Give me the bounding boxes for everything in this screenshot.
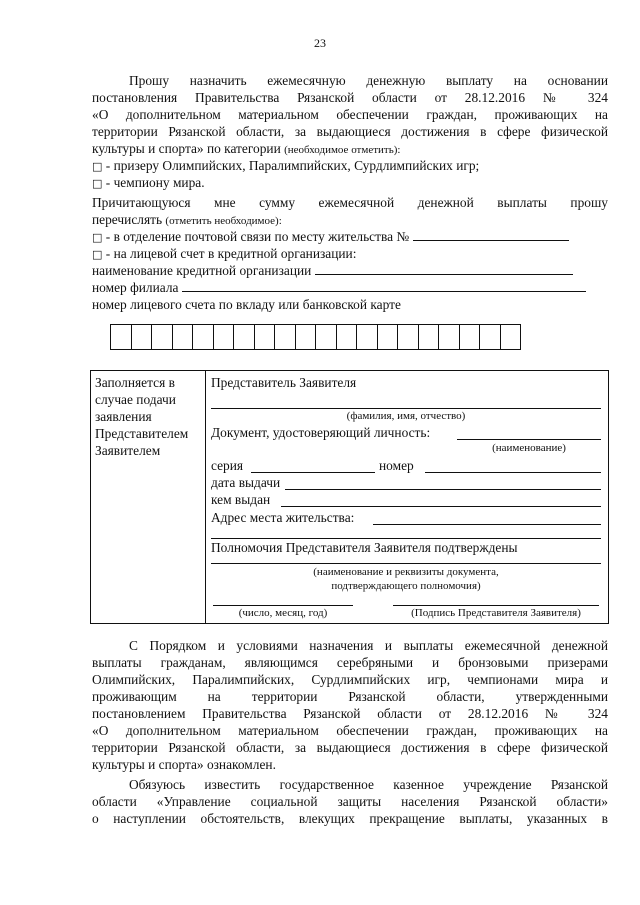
intro-last-text: культуры и спорта» по категории: [92, 141, 281, 156]
checkbox-icon[interactable]: □: [92, 231, 103, 244]
branch-number-field[interactable]: [182, 279, 586, 292]
consent-line: выплаты гражданам, являющимся серебряными и бронзовыми призерами: [92, 655, 608, 670]
payment-note: (отметить необходимое):: [165, 215, 282, 227]
page-number: 23: [314, 36, 326, 50]
category-option-medalist[interactable]: [92, 157, 608, 175]
bank-name-label: наименование кредитной организации: [92, 263, 312, 278]
authority-label: Полномочия Представителя Заявителя подтверждены: [211, 540, 518, 555]
account-digit-box[interactable]: [337, 325, 358, 349]
category-option-champion[interactable]: [92, 174, 608, 192]
obligation-line: области «Управление социальной защиты населения Рязанской области»: [92, 794, 608, 809]
left-cell-line: заявления: [95, 409, 152, 424]
account-digit-box[interactable]: [214, 325, 235, 349]
signature-field[interactable]: [393, 605, 599, 606]
intro-line: Прошу назначить ежемесячную денежную выплату на основании: [129, 73, 608, 88]
intro-note: (необходимое отметить):: [284, 144, 401, 156]
representative-title: Представитель Заявителя: [211, 375, 357, 390]
authority-caption: (наименование и реквизиты документа,: [313, 566, 499, 578]
account-digit-box[interactable]: [255, 325, 276, 349]
checkbox-icon[interactable]: □: [92, 248, 103, 261]
date-caption: (число, месяц, год): [238, 607, 328, 619]
issue-date-label: дата выдачи: [211, 475, 281, 490]
consent-line: С Порядком и условиями назначения и выплаты ежемесячной денежной: [129, 638, 608, 653]
obligation-line: о наступлении обстоятельств, влекущих прекращение выплаты, указанных в: [92, 811, 608, 826]
bank-name-row: [92, 262, 608, 279]
address-label: Адрес места жительства:: [211, 510, 355, 525]
bank-name-field[interactable]: [315, 262, 573, 275]
consent-line: Олимпийских, Паралимпийских, Сурдлимпийских игр, чемпионами мира и: [92, 672, 608, 687]
authority-field[interactable]: [211, 563, 601, 564]
checkbox-icon[interactable]: □: [92, 177, 103, 190]
category-label: - призеру Олимпийских, Паралимпийских, Сурдлимпийских игр;: [105, 158, 480, 173]
payment-line: Причитающуюся мне сумму ежемесячной денежной выплаты прошу: [92, 195, 608, 210]
fio-field[interactable]: [211, 408, 601, 409]
authority-caption: подтверждающего полномочия): [331, 580, 481, 592]
checkbox-icon[interactable]: □: [92, 160, 103, 173]
account-digit-box[interactable]: [419, 325, 440, 349]
account-label: номер лицевого счета по вкладу или банковской карте: [92, 297, 401, 312]
option-label: - в отделение почтовой связи по месту жительства №: [105, 229, 410, 244]
option-post-office[interactable]: [92, 228, 608, 246]
account-digit-box[interactable]: [275, 325, 296, 349]
id-document-caption: (наименование): [492, 442, 566, 454]
branch-row: [92, 279, 608, 296]
account-digit-box[interactable]: [357, 325, 378, 349]
left-cell-line: Заявителем: [95, 443, 161, 458]
option-bank-account[interactable]: [92, 245, 608, 263]
obligation-line: Обязуюсь известить государственное казенное учреждение Рязанской: [129, 777, 608, 792]
intro-line: постановления Правительства Рязанской области от 28.12.2016 № 324: [92, 90, 608, 105]
issued-by-label: кем выдан: [211, 492, 271, 507]
series-label: серия: [211, 458, 244, 473]
account-digit-box[interactable]: [501, 325, 521, 349]
id-document-label: Документ, удостоверяющий личность:: [211, 425, 431, 440]
left-cell-line: Представителем: [95, 426, 189, 441]
signature-caption: (Подпись Представителя Заявителя): [411, 607, 581, 619]
address-field[interactable]: [373, 524, 601, 525]
table-left-cell: [91, 371, 206, 623]
representative-table: [90, 370, 609, 624]
account-number-boxes[interactable]: [110, 324, 521, 350]
consent-line-last: культуры и спорта» ознакомлен.: [92, 757, 276, 772]
left-cell-line: случае подачи: [95, 392, 176, 407]
account-digit-box[interactable]: [460, 325, 481, 349]
issue-date-field[interactable]: [285, 489, 601, 490]
account-digit-box[interactable]: [111, 325, 132, 349]
account-digit-box[interactable]: [480, 325, 501, 349]
account-digit-box[interactable]: [193, 325, 214, 349]
number-field[interactable]: [425, 472, 601, 473]
intro-line: «О дополнительном материальном обеспечении граждан, проживающих на: [92, 107, 608, 122]
account-digit-box[interactable]: [378, 325, 399, 349]
consent-line: территории Рязанской области, за выдающиеся достижения в сфере физической: [92, 740, 608, 755]
consent-line: «О дополнительном материальном обеспечении граждан, проживающих на: [92, 723, 608, 738]
account-digit-box[interactable]: [439, 325, 460, 349]
number-label: номер: [379, 458, 414, 473]
account-digit-box[interactable]: [316, 325, 337, 349]
id-document-field[interactable]: [457, 439, 601, 440]
account-digit-box[interactable]: [296, 325, 317, 349]
branch-label: номер филиала: [92, 280, 179, 295]
intro-line: территории Рязанской области, за выдающиеся достижения в сфере физической: [92, 124, 608, 139]
account-digit-box[interactable]: [152, 325, 173, 349]
date-field[interactable]: [213, 605, 353, 606]
fio-caption: (фамилия, имя, отчество): [346, 410, 466, 422]
series-field[interactable]: [251, 472, 375, 473]
left-cell-line: Заполняется в: [95, 375, 175, 390]
option-label: - на лицевой счет в кредитной организации:: [105, 246, 357, 261]
consent-line: постановлением Правительства Рязанской области от 28.12.2016 № 324: [92, 706, 608, 721]
issued-by-field[interactable]: [281, 506, 601, 507]
account-digit-box[interactable]: [398, 325, 419, 349]
account-digit-box[interactable]: [173, 325, 194, 349]
category-label: - чемпиону мира.: [105, 175, 205, 190]
account-digit-box[interactable]: [132, 325, 153, 349]
consent-line: проживающим на территории Рязанской области, утвержденными: [92, 689, 608, 704]
payment-text: перечислять: [92, 212, 163, 227]
account-digit-box[interactable]: [234, 325, 255, 349]
post-office-number-field[interactable]: [413, 228, 569, 241]
